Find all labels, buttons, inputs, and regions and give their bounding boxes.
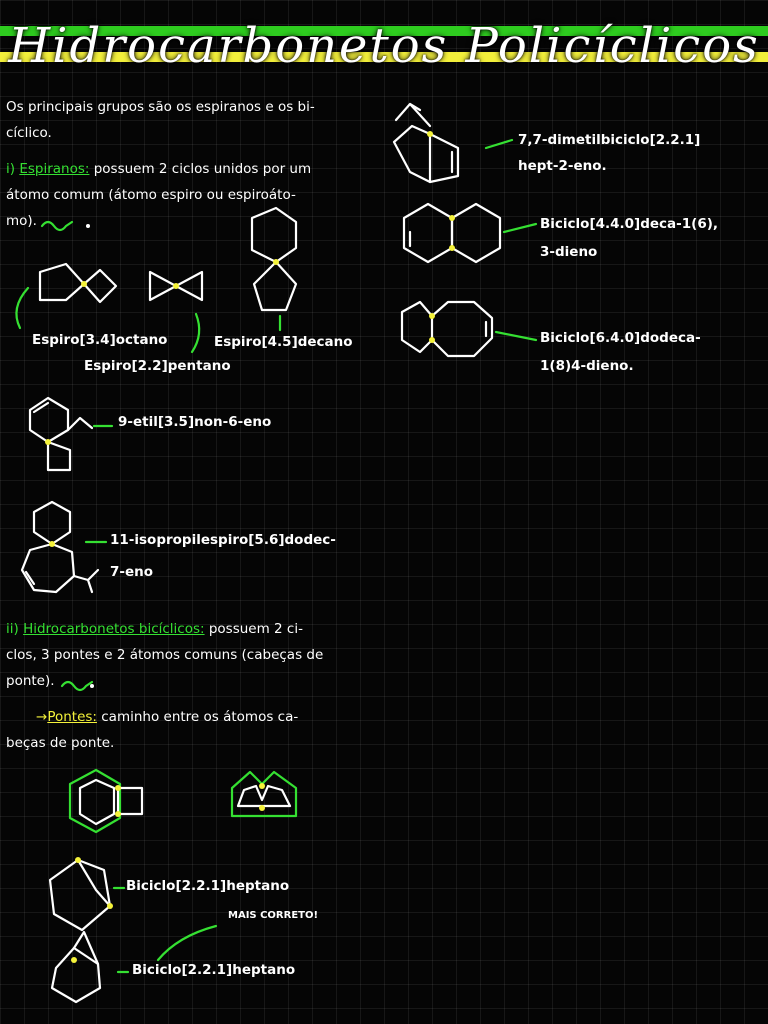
right-example-3-line-2: 1(8)4-dieno. (540, 358, 634, 374)
espiranos-line-1-rest: possuem 2 ciclos unidos por um (89, 161, 312, 177)
pontes-term: Pontes: (47, 709, 97, 725)
espiranos-line-2: átomo comum (átomo espiro ou espiroáto- (6, 187, 296, 203)
espiranos-line-3: mo). (6, 213, 37, 229)
pontes-line-1: →Pontes: caminho entre os átomos ca- (36, 709, 299, 725)
pontes-line-2: beças de ponte. (6, 735, 115, 751)
example-biciclo-heptano-1: Biciclo[2.2.1]heptano (126, 878, 290, 894)
intro-line-1: Os principais grupos são os espiranos e os bi- (6, 99, 315, 115)
biciclicos-marker: ii) (6, 621, 19, 637)
example-espiro-4-5-decano: Espiro[4.5]decano (214, 334, 353, 350)
right-example-3-line-1: Biciclo[6.4.0]dodeca- (540, 330, 701, 346)
example-isopropilespiro-line-2: 7-eno (110, 564, 154, 580)
right-example-1-line-1: 7,7-dimetilbiciclo[2.2.1] (518, 132, 701, 148)
espiranos-marker: i) (6, 161, 16, 177)
page-title: Hidrocarbonetos Policíclicos (8, 18, 760, 74)
example-espiro-3-4-octano: Espiro[3.4]octano (32, 332, 168, 348)
espiranos-term: Espiranos: (19, 161, 90, 177)
pontes-line-1-rest: caminho entre os átomos ca- (96, 709, 299, 725)
right-example-2-line-2: 3-dieno (540, 244, 598, 260)
note-mais-correto: MAIS CORRETO! (228, 910, 319, 921)
right-example-2-line-1: Biciclo[4.4.0]deca-1(6), (540, 216, 719, 232)
intro-line-2: cíclico. (6, 125, 52, 141)
example-isopropilespiro-line-1: 11-isopropilespiro[5.6]dodec- (110, 532, 336, 548)
biciclicos-line-3: ponte). (6, 673, 55, 689)
example-espiro-2-2-pentano: Espiro[2.2]pentano (84, 358, 231, 374)
example-biciclo-heptano-2: Biciclo[2.2.1]heptano (132, 962, 296, 978)
biciclicos-line-1-rest: possuem 2 ci- (204, 621, 303, 637)
biciclicos-term: Hidrocarbonetos bicíclicos: (23, 621, 205, 637)
example-9-etil-non-6-eno: 9-etil[3.5]non-6-eno (118, 414, 272, 430)
biciclicos-line-2: clos, 3 pontes e 2 átomos comuns (cabeças de (6, 647, 324, 663)
right-example-1-line-2: hept-2-eno. (518, 158, 607, 174)
